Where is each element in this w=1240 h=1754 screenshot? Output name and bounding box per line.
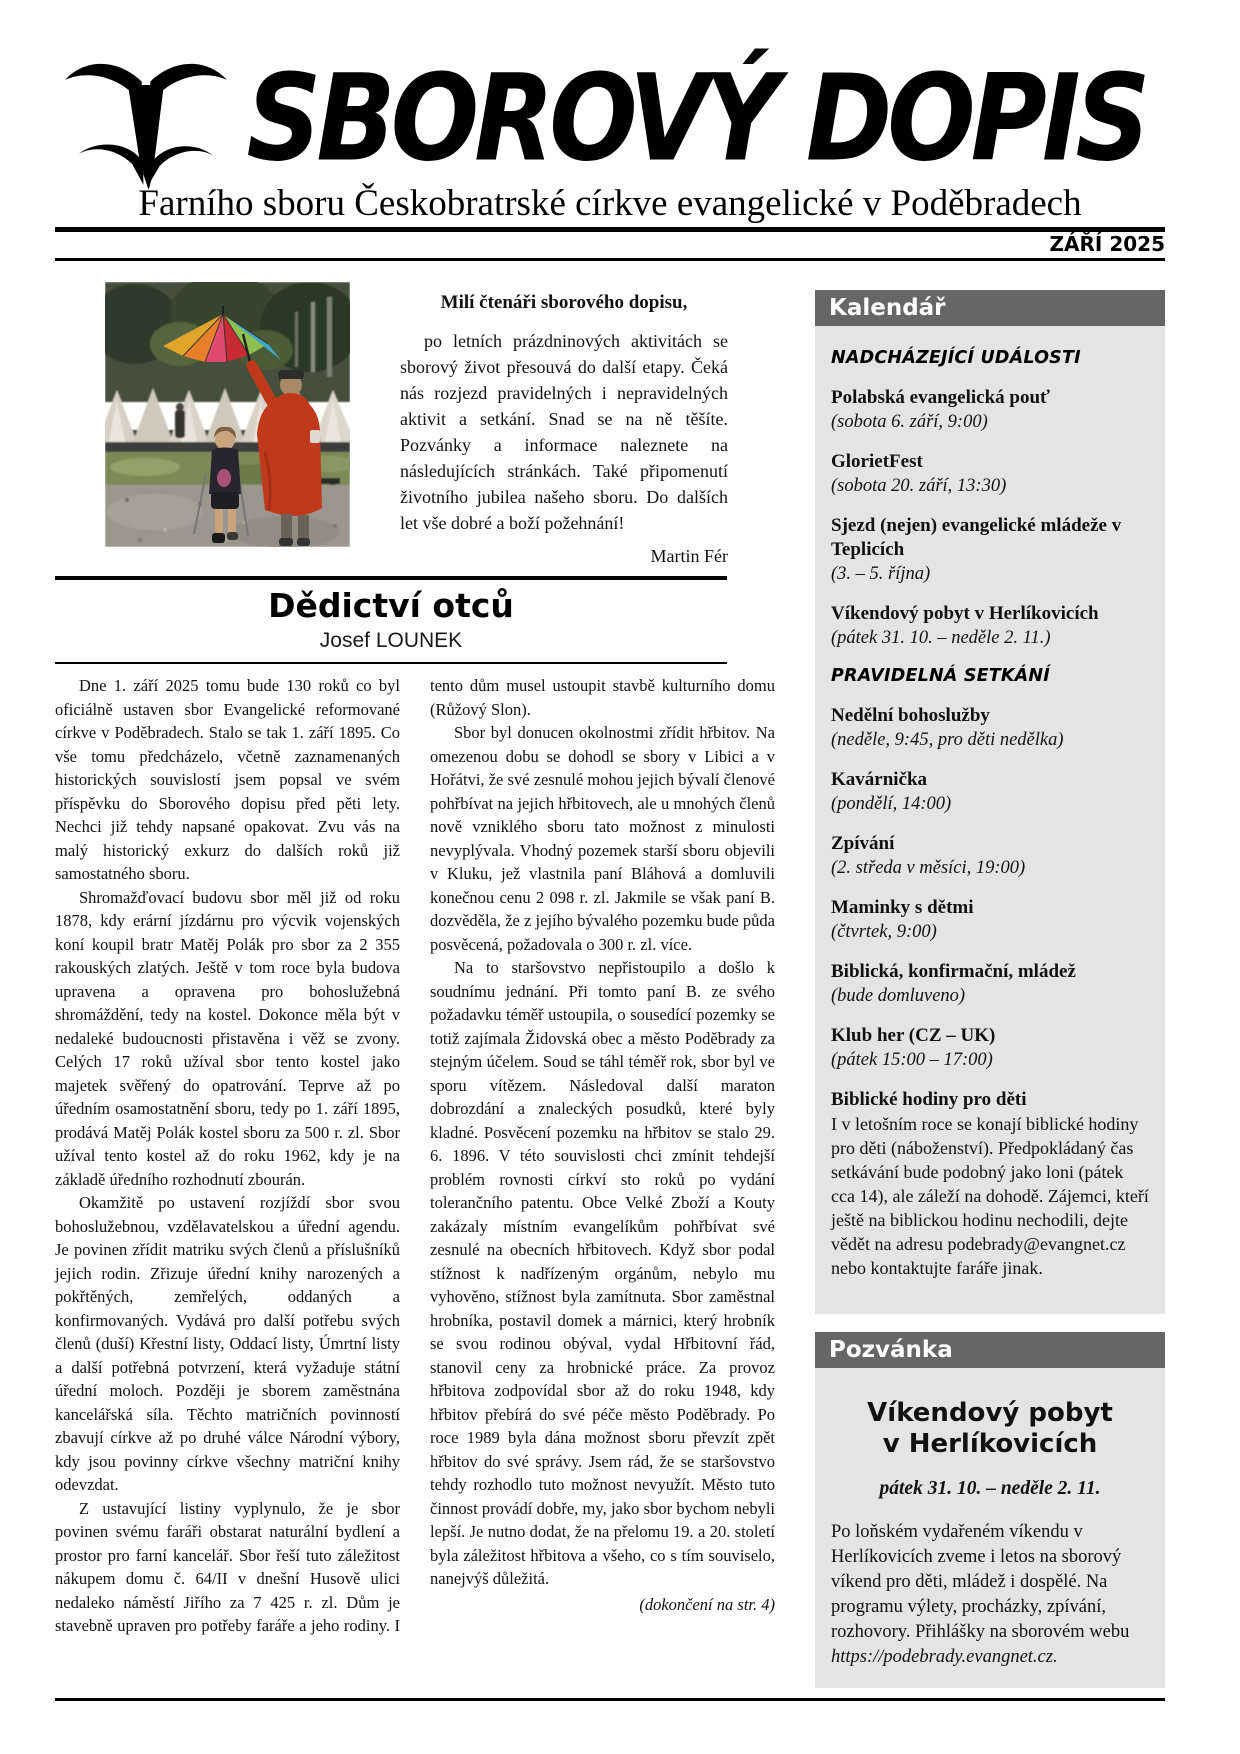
- event-name: Biblické hodiny pro děti: [831, 1089, 1027, 1110]
- calendar-section-heading: PRAVIDELNÁ SETKÁNÍ: [831, 666, 1050, 686]
- calendar-event: [831, 1024, 1149, 1072]
- event-time: (pondělí, 14:00): [831, 794, 952, 814]
- event-name: Klub her (CZ – UK): [831, 1025, 996, 1046]
- article-body: [55, 674, 775, 1638]
- footer-rule: [55, 1698, 1165, 1701]
- article-header: [55, 576, 727, 664]
- sidebar: [815, 290, 1165, 1706]
- event-note: I v letošním roce se konají biblické hodiny pro děti (náboženství). Předpokládaný čas setkávání bude podobný jako loni (pátek cca 14), ale záleží na dohodě. Zájemci, kteří ještě na biblickou hodinu nechodili, dejte vědět na adresu podebrady@evangnet.cz nebo kontaktujte faráře jinak.: [831, 1114, 1149, 1278]
- event-name: Maminky s dětmi: [831, 897, 974, 918]
- event-name: Sjezd (nejen) evangelické mládeže v Teplicích: [831, 515, 1122, 560]
- article-paragraph: Dne 1. září 2025 tomu bude 130 roků co byl oficiálně ustaven sbor Evangelické reformované církve v Poděbradech. Stalo se tak 1. září 1895. Co vše tomu předcházelo, včetně zaznamenaných historických souvislostí jsem popsal ve svém příspěvku do Sborového dopisu před pěti lety. Nechci již tehdy napsané opakovat. Zvu vás na malý historický exkurz do dalších roků již samostatného sboru.: [55, 676, 400, 883]
- calendar-box: [815, 290, 1165, 1314]
- calendar-event: [831, 960, 1149, 1008]
- calendar-event: [831, 896, 1149, 944]
- invitation-title: Víkendový pobyt v Herlíkovicích: [867, 1398, 1113, 1459]
- intro-salutation: Milí čtenáři sborového dopisu,: [440, 292, 688, 313]
- article-paragraph: Shromažďovací budovu sbor měl již od roku 1878, kdy erární jízdárnu pro výcvik vojenských koní koupil bratr Matěj Polák pro sbor za 2 355 rakouských zlatých. Ještě v tom roce byla budova upravena a opravena pro bohoslužebná shromáždění, tedy na kostel. Dokonce měla být v nedaleké budoucnosti přistavěna i věž se zvony. Celých 17 roků užíval sbor tento kostel jako majetek svěřený do opatrování. Teprve až po úředním osamostatnění sboru, tedy po 1. září 1895, prodává Matěj Polák kostel sboru za 500 r. zl. Sbor užíval tento kostel až do roku 1962, kdy je na základě úředního rozhodnutí zbourán.: [55, 887, 400, 1189]
- event-time: (bude domluveno): [831, 986, 966, 1006]
- masthead-rule-bottom: [55, 258, 1165, 261]
- invitation-text: [831, 1520, 1149, 1670]
- event-time: (čtvrtek, 9:00): [831, 922, 937, 942]
- calendar-event: [831, 514, 1149, 586]
- article-paragraph: Sbor byl donucen okolnostmi zřídit hřbitov. Na omezenou dobu se dohodl se sbory v Libici a v Hořátvi, že své zesnulé mohou jejich bývalí členové pohřbívat na jejich hřbitovech, ale u mnohých členů nově vzniklého sboru tato možnost z minulosti nevyplývala. Vhodný pozemek starší sboru objevili v Kluku, jež vlastnila paní Bláhová a domluvili konečnou cenu 2 098 r. zl. Jakmile se však paní B. dozvěděla, že z jejího bývalého pozemku bude půda posvěcená, požadovala o 300 r. zl. více.: [430, 723, 775, 954]
- event-name: Víkendový pobyt v Herlíkovicích: [831, 603, 1099, 624]
- article-author: Josef LOUNEK: [319, 629, 463, 652]
- event-name: Polabská evangelická pouť: [831, 387, 1050, 408]
- calendar-header: Kalendář: [815, 290, 1165, 326]
- article-paragraph: Okamžitě po ustavení rozjíždí sbor svou bohoslužebnou, vzdělavatelskou a úřední agendu. Je povinen zřídit matriku svých členů a příslušníků jejich rodin. Zřizuje úřední knihy narozených a pokřtěných, zemřelých, oddaných a konfirmovaných. Vydává pro další potřebu svých členů (duší) Křestní listy, Oddací listy, Úmrtní listy a další potřebná potvrzení, která vyžaduje státní úřední moloch. Později je sborem zaměstnána kancelářská síla. Těchto matričních povinností zbavují církve až po druhé válce Národní výbory, kdy jsou povinny církve všechny matriční knihy odevzdat.: [55, 1193, 400, 1494]
- calendar-event: [831, 386, 1149, 434]
- calendar-event: [831, 832, 1149, 880]
- calendar-event: [831, 1088, 1149, 1280]
- event-time: (pátek 31. 10. – neděle 2. 11.): [831, 628, 1051, 648]
- event-name: Nedělní bohoslužby: [831, 705, 990, 726]
- article-title: Dědictví otců: [268, 586, 514, 625]
- intro-letter: [400, 292, 728, 567]
- calendar-event: [831, 768, 1149, 816]
- article-paragraph: Na to staršovstvo nepřistoupilo a došlo k soudnímu jednání. Při tomto paní B. ze svého požadavku téměř ustoupila, o sousedící pozemky se totiž zajímala Židovská obec a město Poděbrady za stejným účelem. Soud se táhl téměř rok, sbor byl ve sporu vítězem. Následoval další maraton dobrozdání a znaleckých posudků, které byly kladné. Posvěcení pozemku na hřbitov se stalo 29. 6. 1896. V této souvislosti chci zmínit tehdejší problém rovnosti církví sto roků po vydání tolerančního patentu. Obce Velké Zboží a Kouty zakázaly místním evangelíkům pohřbívat své zesnulé na obecních hřbitovech. Když sbor podal stížnost k nadřízeným orgánům, nebylo mu vyhověno, stížnost byla zamítnuta. Sbor zaměstnal hrobníka, postavil domek a márnici, který hrobník se svou rodinou obýval, vydal Hřbitovní řád, stanovil ceny za hrobnické práce. Za provoz hřbitova zodpovídal sbor až do roku 1948, kdy hřbitov přebírá do své péče město Poděbrady. Po roce 1989 byla dána možnost sboru převzít zpět hřbitov do své správy. Jsem rád, že se staršovstvo tehdy rozhodlo tuto možnost nevyužít. Město tuto činnost provádí dobře, my, jako sbor bychom nebyli lepší. Je nutno dodat, že na přelomu 19. a 20. století byla záležitost hřbitova a všeho, co s tím souviselo, nanejvýš důležitá.: [430, 958, 775, 1588]
- calendar-section-heading: NADCHÁZEJÍCÍ UDÁLOSTI: [831, 348, 1081, 368]
- intro-body: po letních prázdninových aktivitách se sborový život přesouvá do další etapy. Čeká nás rozjezd pravidelných i nepravidelných aktivit a setkání. Snad se na ně těšíte. Pozvánky a informace naleznete na následujících stránkách. Také připomenutí životního jubilea našeho sboru. Do dalších let vše dobré a boží požehnání!: [400, 331, 728, 533]
- invitation-body: [815, 1368, 1165, 1688]
- event-time: (sobota 6. září, 9:00): [831, 412, 988, 432]
- calendar-body: [815, 326, 1165, 1314]
- issue-date: ZÁŘÍ 2025: [1049, 232, 1165, 256]
- calendar-event: [831, 602, 1149, 650]
- event-time: (3. – 5. října): [831, 564, 931, 584]
- event-name: Kavárnička: [831, 769, 928, 790]
- masthead-rule-top: [55, 227, 1165, 232]
- calendar-event: [831, 450, 1149, 498]
- invitation-header: Pozvánka: [815, 1332, 1165, 1368]
- event-time: (pátek 15:00 – 17:00): [831, 1050, 993, 1070]
- continuation-note: (dokončení na str. 4): [639, 1594, 775, 1614]
- calendar-event: [831, 704, 1149, 752]
- invitation-url: https://podebrady.evangnet.cz.: [831, 1647, 1058, 1667]
- invitation-date: pátek 31. 10. – neděle 2. 11.: [879, 1478, 1101, 1499]
- article-paragraph: Z ustavující listiny vyplynulo, že je sbor povinen svému faráři obstarat naturální bydlení a prostor pro farní kancelář. Sbor řeší tuto záležitost nákupem domu č. 64/II v dnešní Husově ulici nedaleko náměstí Jiřího za 7 425 r. zl. Dům je stavebně upraven pro potřeby faráře a jeho rodiny. I tento dům musel ustoupit stavbě kulturního domu (Růžový Slon).: [55, 676, 775, 1635]
- event-name: GlorietFest: [831, 451, 923, 472]
- masthead-subtitle: Farního sboru Českobratrské církve evangelické v Poděbradech: [138, 183, 1082, 224]
- intro-signature: Martin Fér: [650, 546, 728, 566]
- event-time: (neděle, 9:45, pro děti nedělka): [831, 730, 1064, 750]
- event-time: (2. středa v měsíci, 19:00): [831, 858, 1026, 878]
- event-name: Biblická, konfirmační, mládež: [831, 961, 1076, 982]
- masthead-title: SBOROVÝ DOPIS: [246, 47, 1146, 189]
- invitation-text-main: Po loňském vydařeném víkendu v Herlíkovicích zveme i letos na sborový víkend pro děti, mládež i dospělé. Na programu výlety, procházky, zpívání, rozhovory. Přihlášky na sborovém webu: [831, 1522, 1130, 1642]
- open-book-logo-icon: [60, 54, 232, 196]
- invitation-box: [815, 1332, 1165, 1688]
- event-time: (sobota 20. září, 13:30): [831, 476, 1007, 496]
- event-name: Zpívání: [831, 833, 895, 854]
- camp-photo: [105, 282, 350, 547]
